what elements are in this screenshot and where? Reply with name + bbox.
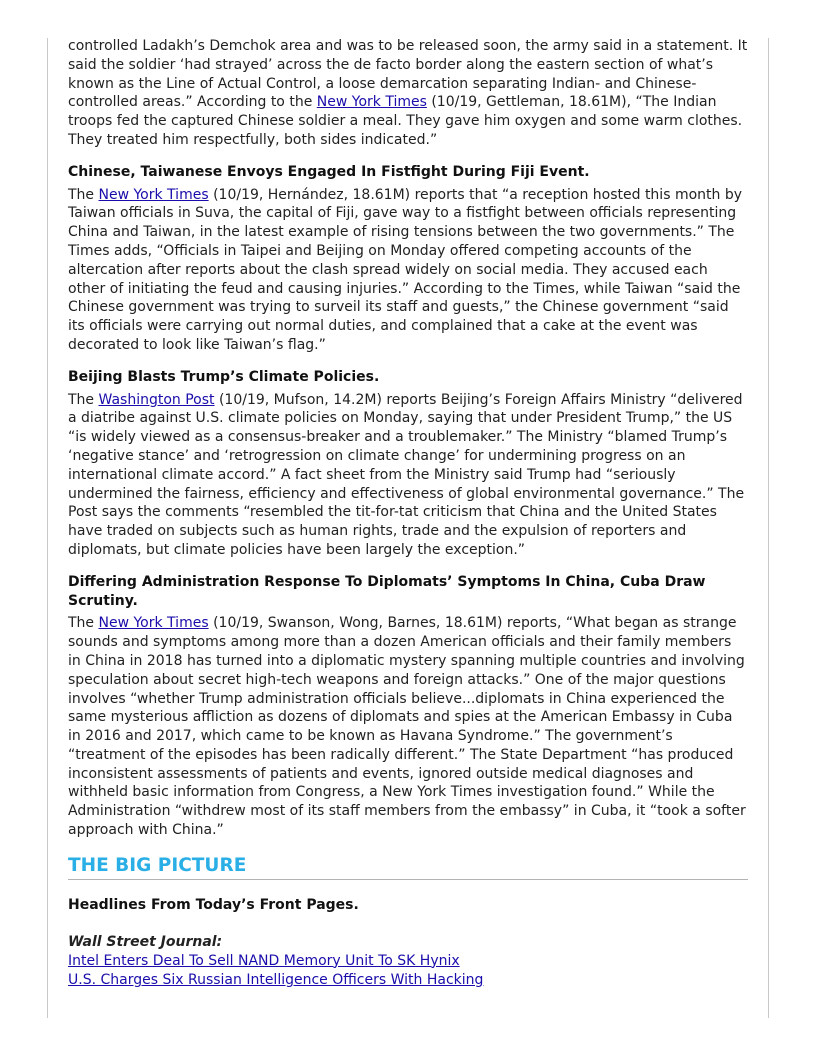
article-headline: Beijing Blasts Trump’s Climate Policies.	[68, 368, 380, 385]
article-body	[68, 614, 748, 840]
right-border	[768, 38, 769, 1018]
article-body	[68, 186, 748, 355]
front-page-headline-link[interactable]: Intel Enters Deal To Sell NAND Memory Unit To SK Hynix	[68, 952, 460, 969]
wapo-link-mufson[interactable]: Washington Post	[98, 391, 215, 408]
article-text: (10/19, Hernández, 18.61M) reports that “a reception hosted this month by Taiwan officials in Suva, the capital of Fiji, gave way to a fistfight between officials representing China and Taiwan, in the latest example of rising tensions between the two governments.” The Times adds, “Officials in Taipei and Beijing on Monday offered competing accounts of the altercation after reports about the clash spread widely on social media. They accused each other of initiating the feud and causing injuries.” According to the Times, while Taiwan “said the Chinese government was trying to surveil its staff and guests,” the Chinese government “said its officials were carrying out normal duties, and complained that a cake at the event was decorated to look like Taiwan’s flag.”	[68, 186, 742, 353]
article-headline: Differing Administration Response To Diplomats’ Symptoms In China, Cuba Draw Scrutiny.	[68, 573, 706, 609]
article-text: (10/19, Swanson, Wong, Barnes, 18.61M) reports, “What began as strange sounds and symptoms among more than a dozen American officials and their family members in China in 2018 has turned into a diplomatic mystery spanning multiple countries and involving speculation about secret high-tech weapons and foreign attacks.” One of the major questions involves “whether Trump administration officials believe...diplomats in China experienced the same mysterious affliction as dozens of diplomats and spies at the American Embassy in Cuba in 2016 and 2017, which came to be known as Havana Syndrome.” The government’s “treatment of the episodes has been radically different.” The State Department “has produced inconsistent assessments of patients and events, ignored outside medical diagnoses and withheld basic information from Congress, a New York Times investigation found.” While the Administration “withdrew most of its staff members from the embassy” in Cuba, it “took a softer approach with China.”	[68, 615, 746, 839]
article-text: (10/19, Mufson, 14.2M) reports Beijing’s Foreign Affairs Ministry “delivered a diatribe against U.S. climate policies on Monday, saying that under President Trump,” the US “is widely viewed as a consensus-breaker and a troublemaker.” The Ministry “blamed Trump’s ‘negative stance’ and ‘retrogression on climate change’ for undermining progress on an international climate accord.” A fact sheet from the Ministry said Trump had “seriously undermined the fairness, efficiency and effectiveness of global environmental governance.” The Post says the comments “resembled the tit-for-tat criticism that China and the United States have traded on subjects such as human rights, trade and the expulsion of reporters and diplomats, but climate policies have been largely the exception.”	[68, 391, 745, 558]
nyt-link-swanson[interactable]: New York Times	[98, 615, 209, 632]
article-fiji	[68, 163, 748, 355]
nyt-link-hernandez[interactable]: New York Times	[98, 186, 209, 203]
article-lead: The	[68, 615, 99, 632]
article-body	[68, 391, 748, 560]
article-lead: The	[68, 391, 99, 408]
article-climate	[68, 368, 748, 560]
section-title-big-picture: THE BIG PICTURE	[68, 854, 748, 880]
front-page-headline-link[interactable]: U.S. Charges Six Russian Intelligence Officers With Hacking	[68, 972, 484, 989]
newsletter-content	[68, 37, 748, 991]
intro-paragraph	[68, 37, 748, 150]
left-border	[47, 38, 48, 1018]
intro-text: controlled Ladakh’s Demchok area and was to be released soon, the army said in a statement. It said the soldier ‘had strayed’ across the de facto border along the eastern section of what’s known as the Line of Actual Control, a loose demarcation separating Indian- and Chinese-controlled areas.” According to the	[68, 38, 748, 111]
nyt-link-gettleman[interactable]: New York Times	[316, 94, 427, 111]
big-picture-subheadline: Headlines From Today’s Front Pages.	[68, 896, 359, 913]
intro-text-continued: (10/19, Gettleman, 18.61M), “The Indian troops fed the captured Chinese soldier a meal. They gave him oxygen and some warm clothes. They treated him respectfully, both sides indicated.”	[68, 94, 743, 148]
paper-name: Wall Street Journal:	[68, 933, 223, 950]
article-headline: Chinese, Taiwanese Envoys Engaged In Fistfight During Fiji Event.	[68, 163, 590, 180]
article-lead: The	[68, 186, 99, 203]
article-diplomats	[68, 573, 748, 840]
